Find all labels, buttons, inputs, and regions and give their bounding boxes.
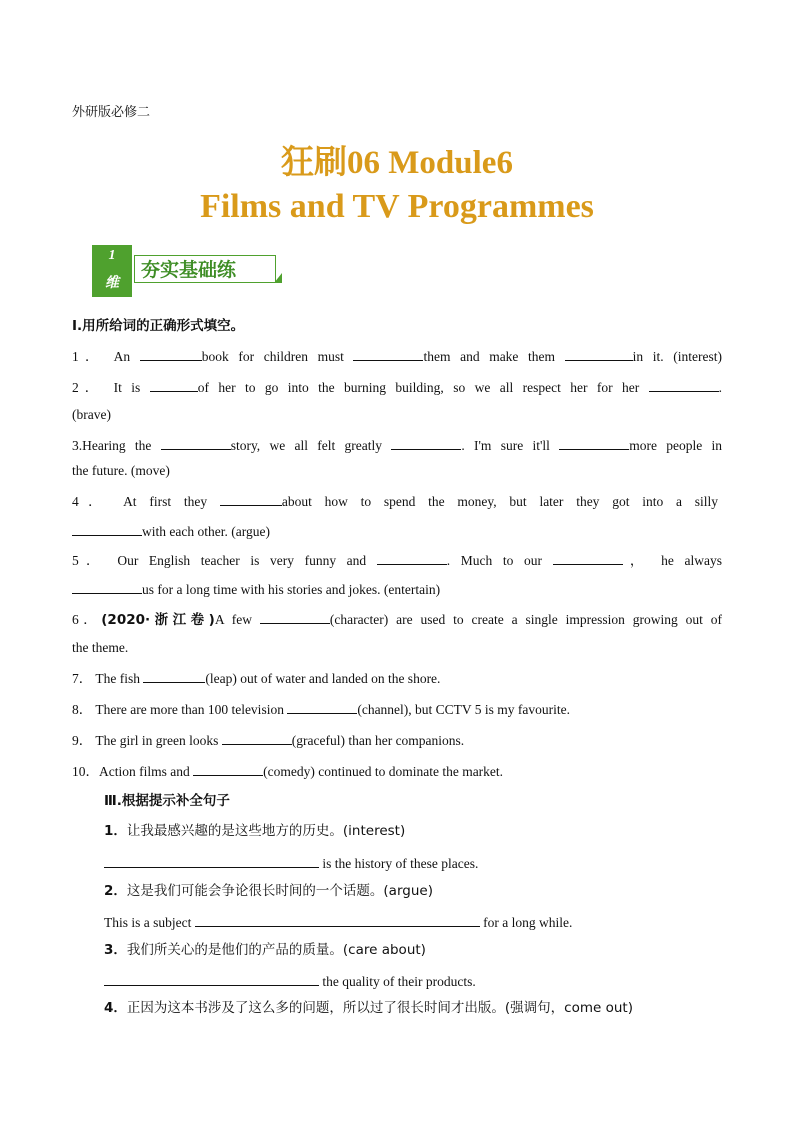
sentence-2-prompt: [104, 882, 433, 900]
answer-blank: [143, 668, 205, 683]
text: of her to go into the burning building, so we all respect her for her: [197, 380, 640, 395]
text: . I'm sure it'll: [461, 438, 550, 453]
question-2-cont: (brave): [72, 407, 111, 422]
question-number: 8．: [72, 702, 93, 717]
answer-blank: [193, 761, 263, 776]
text: us for a long time with his stories and jokes. (entertain): [142, 582, 441, 597]
text: The fish: [95, 671, 141, 686]
text: An: [113, 349, 131, 364]
question-number: 6．: [72, 612, 102, 627]
text: more people in: [629, 438, 723, 453]
answer-blank: [195, 912, 480, 927]
question-3-cont: the future. (move): [72, 463, 170, 478]
text: Our English teacher is very funny and: [117, 553, 367, 568]
question-5: [72, 550, 722, 570]
answer-blank: [377, 550, 447, 565]
question-9: [72, 730, 464, 750]
title-line-2: Films and TV Programmes: [200, 188, 594, 225]
answer-blank: [140, 346, 202, 361]
question-number: 4．: [72, 494, 112, 509]
text: This is a subject: [104, 915, 192, 930]
text: is the history of these places.: [322, 856, 479, 871]
answer-blank: [649, 377, 719, 392]
answer-blank: [72, 579, 142, 594]
text: (character) are used to create a single impression growing out of: [329, 612, 722, 627]
question-1: [72, 346, 722, 366]
sentence-2-answer: [104, 912, 572, 932]
question-number: 10．: [72, 764, 99, 779]
title-line-1: 狂刷06 Module6: [281, 145, 513, 181]
text: them and make them: [423, 349, 556, 364]
badge-sub: 维: [105, 275, 119, 291]
text: (graceful) than her companions.: [291, 733, 465, 748]
question-8: [72, 699, 570, 719]
text: book for children must: [201, 349, 344, 364]
question-3: [72, 435, 722, 455]
text: (channel), but CCTV 5 is my favourite.: [357, 702, 571, 717]
answer-blank: [220, 491, 282, 506]
text: about how to spend the money, but later they got into a silly: [281, 494, 718, 509]
text: story, we all felt greatly: [230, 438, 383, 453]
question-7: [72, 668, 440, 688]
sentence-3-prompt: [104, 941, 426, 959]
answer-blank: [222, 730, 292, 745]
answer-blank: [72, 521, 142, 536]
text: Hearing the: [82, 438, 152, 453]
sentence-1-answer: [104, 853, 478, 873]
answer-blank: [150, 377, 198, 392]
text: .: [718, 380, 722, 395]
answer-blank: [353, 346, 423, 361]
text: 让我最感兴趣的是这些地方的历史。(interest): [126, 823, 406, 839]
question-number: 9．: [72, 733, 93, 748]
badge-corner-decoration: [274, 273, 282, 283]
text: A few: [214, 612, 252, 627]
answer-blank: [559, 435, 629, 450]
badge-label: 夯实基础练: [134, 255, 276, 283]
question-number: 1．: [72, 349, 105, 364]
section-3-heading: Ⅲ.根据提示补全句子: [104, 793, 230, 809]
answer-blank: [104, 971, 319, 986]
text: 我们所关心的是他们的产品的质量。(care about): [126, 942, 426, 958]
text: for a long while.: [483, 915, 573, 930]
text: 正因为这本书涉及了这么多的问题，所以过了很长时间才出版。(强调句，come out): [126, 1000, 633, 1016]
badge-number: 1: [108, 248, 116, 263]
question-number: 2．: [72, 380, 105, 395]
question-5-cont: [72, 579, 440, 599]
question-source: (2020·浙江卷): [101, 612, 215, 628]
text: . Much to our: [446, 553, 542, 568]
answer-blank: [565, 346, 633, 361]
question-10: [72, 761, 503, 781]
text: ， he always: [622, 553, 723, 568]
question-number: 1．: [104, 823, 127, 839]
text: with each other. (argue): [142, 524, 270, 539]
sentence-4-prompt: [104, 999, 633, 1017]
answer-blank: [260, 609, 330, 624]
text: 这是我们可能会争论很长时间的一个话题。(argue): [126, 883, 433, 899]
question-4: [72, 491, 718, 511]
text: in it. (interest): [632, 349, 723, 364]
answer-blank: [161, 435, 231, 450]
text: Action films and: [99, 764, 190, 779]
question-6-cont: the theme.: [72, 640, 129, 655]
answer-blank: [104, 853, 319, 868]
sentence-1-prompt: [104, 822, 405, 840]
sentence-3-answer: [104, 971, 476, 991]
text: At first they: [123, 494, 208, 509]
answer-blank: [553, 550, 623, 565]
question-6: [72, 609, 722, 629]
text: (comedy) continued to dominate the market.: [263, 764, 504, 779]
section-1-heading: Ⅰ.用所给词的正确形式填空。: [72, 318, 245, 334]
section-badge: [92, 245, 288, 297]
question-2: [72, 377, 722, 397]
question-number: 3．: [104, 942, 127, 958]
question-number: 3.: [72, 438, 83, 453]
text: It is: [113, 380, 141, 395]
question-number: 4．: [104, 1000, 127, 1016]
question-4-cont: [72, 521, 270, 541]
answer-blank: [391, 435, 461, 450]
answer-blank: [287, 699, 357, 714]
question-number: 2．: [104, 883, 127, 899]
header-note: 外研版必修二: [72, 105, 151, 120]
text: The girl in green looks: [95, 733, 219, 748]
text: There are more than 100 television: [95, 702, 284, 717]
text: the quality of their products.: [322, 974, 476, 989]
question-number: 5．: [72, 553, 107, 568]
question-number: 7．: [72, 671, 93, 686]
text: (leap) out of water and landed on the shore.: [205, 671, 441, 686]
badge-number-block: [92, 245, 132, 297]
